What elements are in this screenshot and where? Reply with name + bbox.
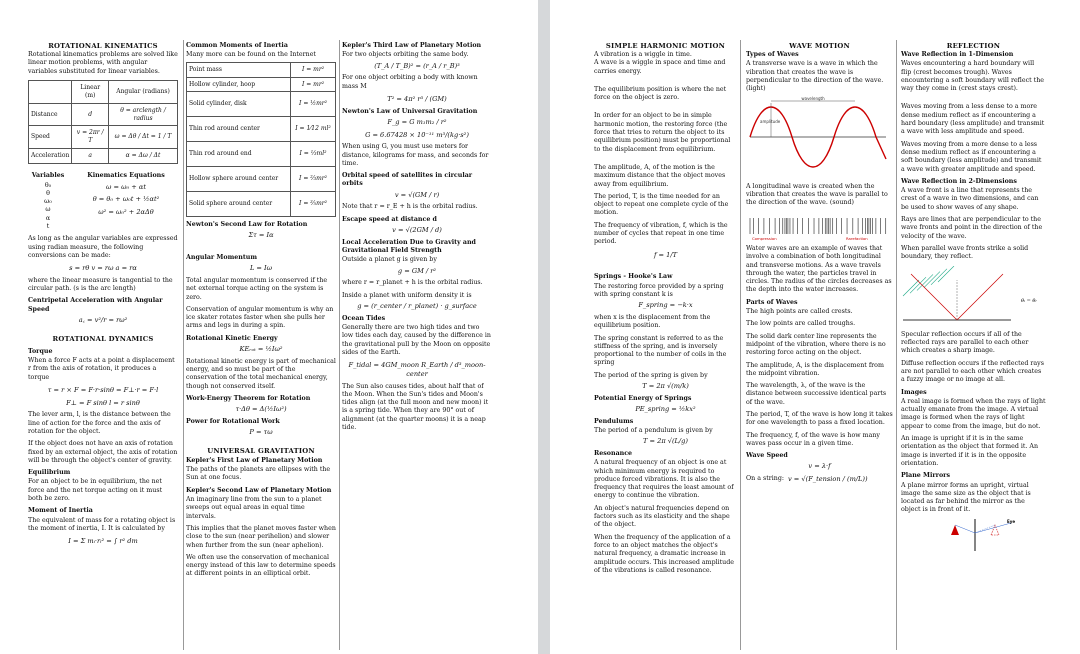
- equation: L = Iω: [249, 264, 273, 273]
- paragraph: A longitudinal wave is created when the vibration that creates the wave is parallel to the direction of the wave. (sound): [746, 182, 888, 207]
- table-cell: I = ⅖mr²: [291, 192, 336, 217]
- paragraph: In order for an object to be in simple harmonic motion, the restoring force (the force that tries to return the object to its equilibrium position) must be proportional to the displacement from equilibrium.: [594, 112, 731, 153]
- amplitude-label: amplitude: [760, 119, 781, 125]
- paragraph: When parallel wave fronts strike a solid boundary, they reflect.: [901, 244, 1029, 261]
- subheading: Wave Reflection in 2-Dimensions: [901, 177, 1017, 185]
- table-cell: I = ⅓ml²: [291, 142, 336, 167]
- wave-front-line: [910, 277, 926, 293]
- wave-front-line: [938, 266, 954, 282]
- subheading: Escape speed at distance d: [342, 215, 437, 223]
- paragraph: We often use the conservation of mechanical energy instead of this law to determine speeds at different points in an elliptical orbit.: [186, 553, 336, 578]
- variable: θ₀: [44, 181, 52, 189]
- equation: ω = ω₀ + αt: [106, 182, 146, 191]
- transverse-wave-diagram: [746, 93, 891, 179]
- paragraph: Water waves are an example of waves that involve a combination of both longitudinal and transverse motions. As a wave travels through the water, the particles travel in circles. The radius of the circles decreases as the depth into the water increases.: [746, 244, 892, 294]
- table-cell: Hollow cylinder, hoop: [187, 77, 291, 92]
- object-arrow: [951, 525, 959, 535]
- paragraph: The restoring force provided by a spring with spring constant k is: [594, 282, 724, 298]
- subheading: Ocean Tides: [342, 314, 386, 322]
- subheading: Kepler's Second Law of Planetary Motion: [186, 486, 332, 494]
- paragraph: When using G, you must use meters for distance, kilograms for mass, and seconds for time.: [342, 143, 489, 167]
- equation: θ = θ₀ + ω₀t + ½αt²: [92, 195, 160, 204]
- paragraph: For one object orbiting a body with known mass M: [342, 74, 478, 90]
- equation: (T_A / T_B)² = (r_A / r_B)³: [374, 61, 460, 70]
- equation: v = √(GM / r): [394, 190, 440, 199]
- section-title: REFLECTION: [946, 42, 1001, 50]
- subheading: Plane Mirrors: [901, 472, 951, 480]
- paragraph: Many more can be found on the Internet: [186, 51, 316, 59]
- equation: a꜀ = v²/r = rω²: [78, 316, 128, 325]
- table-cell: I = ⅔mr²: [291, 167, 336, 192]
- wavelength-label: wavelength: [801, 96, 825, 102]
- plane-mirror-diagram: [901, 515, 1046, 553]
- paragraph: The low points are called troughs.: [746, 320, 856, 328]
- variable: t: [46, 222, 50, 230]
- equation: T = 2π √(L/g): [643, 437, 688, 446]
- section-title: WAVE MOTION: [789, 42, 850, 50]
- paragraph: Rotational kinematics problems are solved like linear motion problems, with angular variables substituted for linear variables.: [28, 50, 178, 75]
- subheading: Pendulums: [594, 417, 634, 425]
- paragraph: The high points are called crests.: [746, 308, 853, 316]
- paragraph: The lever arm, l, is the distance between the line of action for the force and the axis of rotation for the object.: [28, 411, 171, 435]
- table-cell: I = ½mr²: [291, 92, 336, 117]
- subheading: Local Acceleration Due to Gravity and Gravitational Field Strength: [342, 238, 476, 255]
- equation: G = 6.67428 × 10⁻¹¹ m³/(kg·s²): [365, 130, 469, 139]
- paragraph: A transverse wave is a wave in which the vibration that creates the wave is perpendicular to the direction of the wave. (light): [746, 60, 884, 93]
- equation: v = λ·f: [808, 462, 831, 471]
- table-header: Angular (radians): [109, 80, 178, 103]
- paragraph: A wave front is a line that represents the crest of a wave in two dimensions, and can be used to show waves of any shape.: [901, 187, 1039, 211]
- equation: P = τω: [249, 428, 273, 437]
- subheading: Kepler's First Law of Planetary Motion: [186, 456, 323, 464]
- paragraph: Waves encountering a hard boundary will flip (crest becomes trough). Waves encountering a soft boundary will reflect the way they come in (crest stays crest).: [901, 60, 1044, 93]
- paragraph: An object's natural frequencies depend on factors such as its elasticity and the shape of the object.: [594, 504, 730, 529]
- subheading: Moment of Inertia: [28, 507, 93, 515]
- subheading: Angular Momentum: [186, 253, 257, 261]
- table-cell: Distance: [29, 103, 72, 126]
- table-cell: ω = Δθ / Δt = 1 / T: [109, 126, 178, 149]
- paragraph: For two objects orbiting the same body.: [342, 51, 469, 59]
- equation: v = √(F_tension / (m/L)): [787, 475, 868, 484]
- gravitation-column: [342, 42, 492, 436]
- paragraph: Inside a planet with uniform density it is: [342, 291, 472, 299]
- paragraph: The equilibrium position is where the net force on the object is zero.: [594, 85, 727, 102]
- section-title: UNIVERSAL GRAVITATION: [207, 446, 315, 455]
- equation: τ = r × F = F·r·sinθ = F⊥·r = F·l: [47, 385, 159, 394]
- equation: T = 2π √(m/k): [642, 381, 689, 390]
- wave-motion-column: [746, 42, 893, 484]
- subheading: Torque: [28, 347, 53, 355]
- paragraph: If the object does not have an axis of rotation fixed by an external object, the axis of rotation will be through the object's center of gravity.: [28, 440, 178, 464]
- equation: T² = 4π² r³ / (GM): [387, 94, 447, 103]
- paragraph: The period, T, of the wave is how long it takes for one wavelength to pass a fixed location.: [746, 410, 893, 427]
- rotational-kinematics-column: [28, 42, 178, 550]
- paragraph: An image is upright if it is in the same orientation as the object that formed it. An image is inverted if it is in the opposite orientation.: [901, 435, 1039, 467]
- incident-ray: [911, 274, 957, 320]
- paragraph: Diffuse reflection occurs if the reflected rays are not parallel to each other which creates a fuzzy image or no image at all.: [901, 359, 1044, 384]
- paragraph: The frequency of vibration, f, which is the number of cycles that repeat in one time period.: [594, 221, 728, 246]
- paragraph: The solid dark center line represents the midpoint of the vibration, where there is no restoring force acting on the object.: [746, 332, 886, 357]
- paragraph: where r = r_planet + h is the orbital radius.: [342, 279, 483, 287]
- string-label: On a string:: [746, 475, 784, 483]
- table-cell: a: [72, 149, 109, 164]
- paragraph: The Sun also causes tides, about half that of the Moon. When the Sun's tides and Moon's tides align (at the full moon and new moon) it is a spring tide. When they are 90° out of alignment (at the quarter moons) it is a neap tide.: [342, 382, 489, 432]
- variable: ω₀: [44, 198, 52, 206]
- subheading: Resonance: [594, 449, 633, 457]
- paragraph: A vibration is a wiggle in time.: [594, 50, 692, 58]
- eye-label: Eye: [1007, 518, 1016, 524]
- kinematics-table: [28, 80, 178, 164]
- variable: α: [45, 214, 51, 222]
- paragraph: For an object to be in equilibrium, the net force and the net torque acting on it must both be zero.: [28, 478, 163, 502]
- wave-front-line: [924, 271, 940, 287]
- subheading: Work-Energy Theorem for Rotation: [186, 394, 311, 402]
- subheading: Images: [901, 388, 927, 396]
- equation: PE_spring = ½kx²: [635, 404, 696, 413]
- moments-column: [186, 42, 336, 583]
- subheading: Orbital speed of satellites in circular orbits: [342, 172, 473, 188]
- equation: F_tidal = 4GM_moon R_Earth / d³_moon-center: [348, 361, 486, 378]
- kinematics-equations: [28, 168, 178, 231]
- light-ray: [975, 523, 1011, 533]
- subheading: Variables: [31, 172, 65, 180]
- table-cell: v = 2πr / T: [72, 126, 109, 149]
- paragraph: Rays are lines that are perpendicular to the wave fronts and point in the direction of the velocity of the wave.: [901, 216, 1043, 240]
- reflection-column: [901, 42, 1046, 556]
- paragraph: The paths of the planets are ellipses with the Sun at one focus.: [186, 466, 331, 482]
- reflected-ray: [957, 274, 1003, 320]
- coil-lines: [750, 218, 886, 234]
- table-cell: d: [72, 103, 109, 126]
- paragraph: The amplitude, A, is the displacement from the midpoint vibration.: [746, 361, 884, 377]
- paragraph: The frequency, f, of the wave is how many waves pass occur in a given time.: [746, 431, 880, 447]
- table-cell: Thin rod around end: [187, 142, 291, 167]
- equation: f = 1/T: [654, 250, 677, 259]
- paragraph: The spring constant is referred to as the stiffness of the spring, and is inversely proportional to the number of coils in the spring: [594, 334, 727, 367]
- paragraph: The period, T, is the time needed for an object to repeat one complete cycle of the motion.: [594, 192, 729, 217]
- paragraph: The wavelength, λ, of the wave is the distance between successive identical parts of the wave.: [746, 382, 887, 406]
- table-cell: I = mr²: [291, 77, 336, 92]
- paragraph: A plane mirror forms an upright, virtual image the same size as the object that is located as far behind the mirror as the object is in front of it.: [901, 481, 1031, 514]
- subheading: Kinematics Equations: [87, 172, 165, 180]
- subheading: Kepler's Third Law of Planetary Motion: [342, 42, 482, 49]
- paragraph: Waves moving from a more dense to a less dense medium reflect as if encountering a soft boundary (less amplitude) and transmit a wave with greater amplitude and speed.: [901, 140, 1042, 173]
- table-header: [29, 80, 72, 103]
- table-cell: I = mr²: [291, 62, 336, 77]
- table-cell: I = 1⁄12 ml²: [291, 117, 336, 142]
- equation: v = √(2GM / d): [392, 226, 442, 235]
- paragraph: Note that r = r_E + h is the orbital radius.: [342, 203, 478, 211]
- equation: τ·Δθ = Δ(½Iω²): [235, 405, 287, 414]
- paragraph: The period of a pendulum is given by: [594, 426, 713, 434]
- paragraph: An imaginary line from the sun to a planet sweeps out equal areas in equal time intervals.: [186, 496, 322, 520]
- compression-label: Compression: [752, 235, 777, 241]
- paragraph: where the linear measure is tangential to the circular path. (s is the arc length): [28, 276, 173, 293]
- paragraph: Total angular momentum is conserved if the net external torque acting on the system is zero.: [186, 276, 328, 301]
- equation: F⊥ = F sinθ l = r sinθ: [66, 398, 140, 407]
- variable: ω: [45, 206, 51, 214]
- subheading: Newton's Second Law for Rotation: [186, 220, 308, 228]
- left-page: [0, 0, 538, 654]
- equation: g = (r_center / r_planet) · g_surface: [357, 301, 477, 310]
- paragraph: A wave is a wiggle in space and time and carries energy.: [594, 59, 726, 75]
- subheading: Potential Energy of Springs: [594, 394, 692, 402]
- paragraph: when x is the displacement from the equilibrium position.: [594, 313, 711, 330]
- subheading: Wave Speed: [746, 452, 788, 460]
- section-title: ROTATIONAL DYNAMICS: [52, 334, 154, 343]
- rarefaction-label: Rarefaction: [846, 235, 868, 241]
- equation: g = GM / r²: [397, 266, 437, 275]
- right-page: [550, 0, 1080, 654]
- paragraph: Specular reflection occurs if all of the reflected rays are parallel to each other which creates a sharp image.: [901, 330, 1029, 355]
- equation: F_g = G m₁m₂ / r²: [387, 117, 447, 126]
- table-cell: θ = arclength / radius: [109, 103, 178, 126]
- equation: Στ = Iα: [248, 231, 274, 240]
- table-cell: Acceleration: [29, 149, 72, 164]
- subheading: Parts of Waves: [746, 298, 798, 306]
- paragraph: When a force F acts at a point a displacement r from the axis of rotation, it produces a torque: [28, 357, 175, 381]
- equation: I = Σ mᵢ·rᵢ² = ∫ r² dm: [68, 537, 138, 546]
- subheading: Centripetal Acceleration with Angular Speed: [28, 297, 163, 313]
- table-cell: Point mass: [187, 62, 291, 77]
- paragraph: A real image is formed when the rays of light actually emanate from the image. A virtual image is formed when the rays of light appear to come from the image, but do not.: [901, 397, 1046, 430]
- subheading: Power for Rotational Work: [186, 417, 280, 425]
- paragraph: The amplitude, A, of the motion is the maximum distance that the object moves away from equilibrium.: [594, 163, 726, 188]
- wave-front-line: [903, 280, 919, 296]
- paragraph: Rotational kinetic energy is part of mechanical energy, and so must be part of the conservation of the total mechanical energy, though not conserved itself.: [186, 357, 336, 390]
- reflection-diagram: [901, 266, 1046, 328]
- table-cell: Thin rod around center: [187, 117, 291, 142]
- paragraph: The period of the spring is given by: [594, 371, 708, 379]
- paragraph: A natural frequency of an object is one at which minimum energy is required to produce forced vibrations. It is also the frequency that requires the least amount of energy to continue the vibration.: [594, 459, 734, 500]
- table-cell: Solid cylinder, disk: [187, 92, 291, 117]
- table-header: Linear (m): [72, 80, 109, 103]
- table-cell: Hollow sphere around center: [187, 167, 291, 192]
- equation: F_spring = −k·x: [638, 301, 693, 310]
- longitudinal-wave-diagram: [746, 212, 891, 242]
- moments-table: [186, 62, 336, 217]
- table-cell: α = Δω / Δt: [109, 149, 178, 164]
- paragraph: This implies that the planet moves faster when close to the sun (near perihelion) and slower when further from the sun (near aphelion).: [186, 524, 336, 549]
- wave-front-line: [931, 268, 947, 284]
- paragraph: When the frequency of the application of a force to an object matches the object's natural frequency, a dramatic increase in amplitude occurs. This increased amplitude of the vibrations is called resonance.: [594, 533, 734, 574]
- paragraph: Waves moving from a less dense to a more dense medium reflect as if encountering a hard boundary (less amplitude) and transmit a wave with less amplitude and speed.: [901, 103, 1045, 136]
- paragraph: The equivalent of mass for a rotating object is the moment of inertia, I. It is calculated by: [28, 516, 176, 532]
- paragraph: As long as the angular variables are expressed using radian measure, the following conversions can be made:: [28, 235, 178, 259]
- paragraph: Conservation of angular momentum is why an ice skater rotates faster when she pulls her arms and legs in during a spin.: [186, 305, 334, 330]
- light-ray: [955, 525, 975, 533]
- subheading: Springs - Hooke's Law: [594, 273, 673, 281]
- paragraph: Outside a planet g is given by: [342, 256, 437, 264]
- paragraph: Generally there are two high tides and two low tides each day, caused by the difference in the gravitational pull by the Moon on opposite sides of the Earth.: [342, 323, 491, 356]
- shm-column: [594, 42, 737, 579]
- equation: ω² = ω₀² + 2αΔθ: [98, 207, 154, 216]
- section-title: ROTATIONAL KINEMATICS: [48, 42, 158, 50]
- variable: θ: [46, 189, 50, 197]
- subheading: Types of Waves: [746, 50, 799, 58]
- subheading: Newton's Law of Universal Gravitation: [342, 107, 478, 115]
- equation: s = rθ v = rω a = rα: [69, 264, 137, 273]
- subheading: Equilibrium: [28, 469, 71, 477]
- section-title: SIMPLE HARMONIC MOTION: [605, 42, 726, 50]
- subheading: Common Moments of Inertia: [186, 42, 288, 49]
- angle-equation: θᵢ = θᵣ: [1021, 297, 1038, 304]
- subheading: Wave Reflection in 1-Dimension: [901, 50, 1014, 58]
- table-cell: Speed: [29, 126, 72, 149]
- table-cell: Solid sphere around center: [187, 192, 291, 217]
- subheading: Rotational Kinetic Energy: [186, 334, 278, 342]
- equation: KEᵣₒₜ = ½Iω²: [239, 345, 283, 354]
